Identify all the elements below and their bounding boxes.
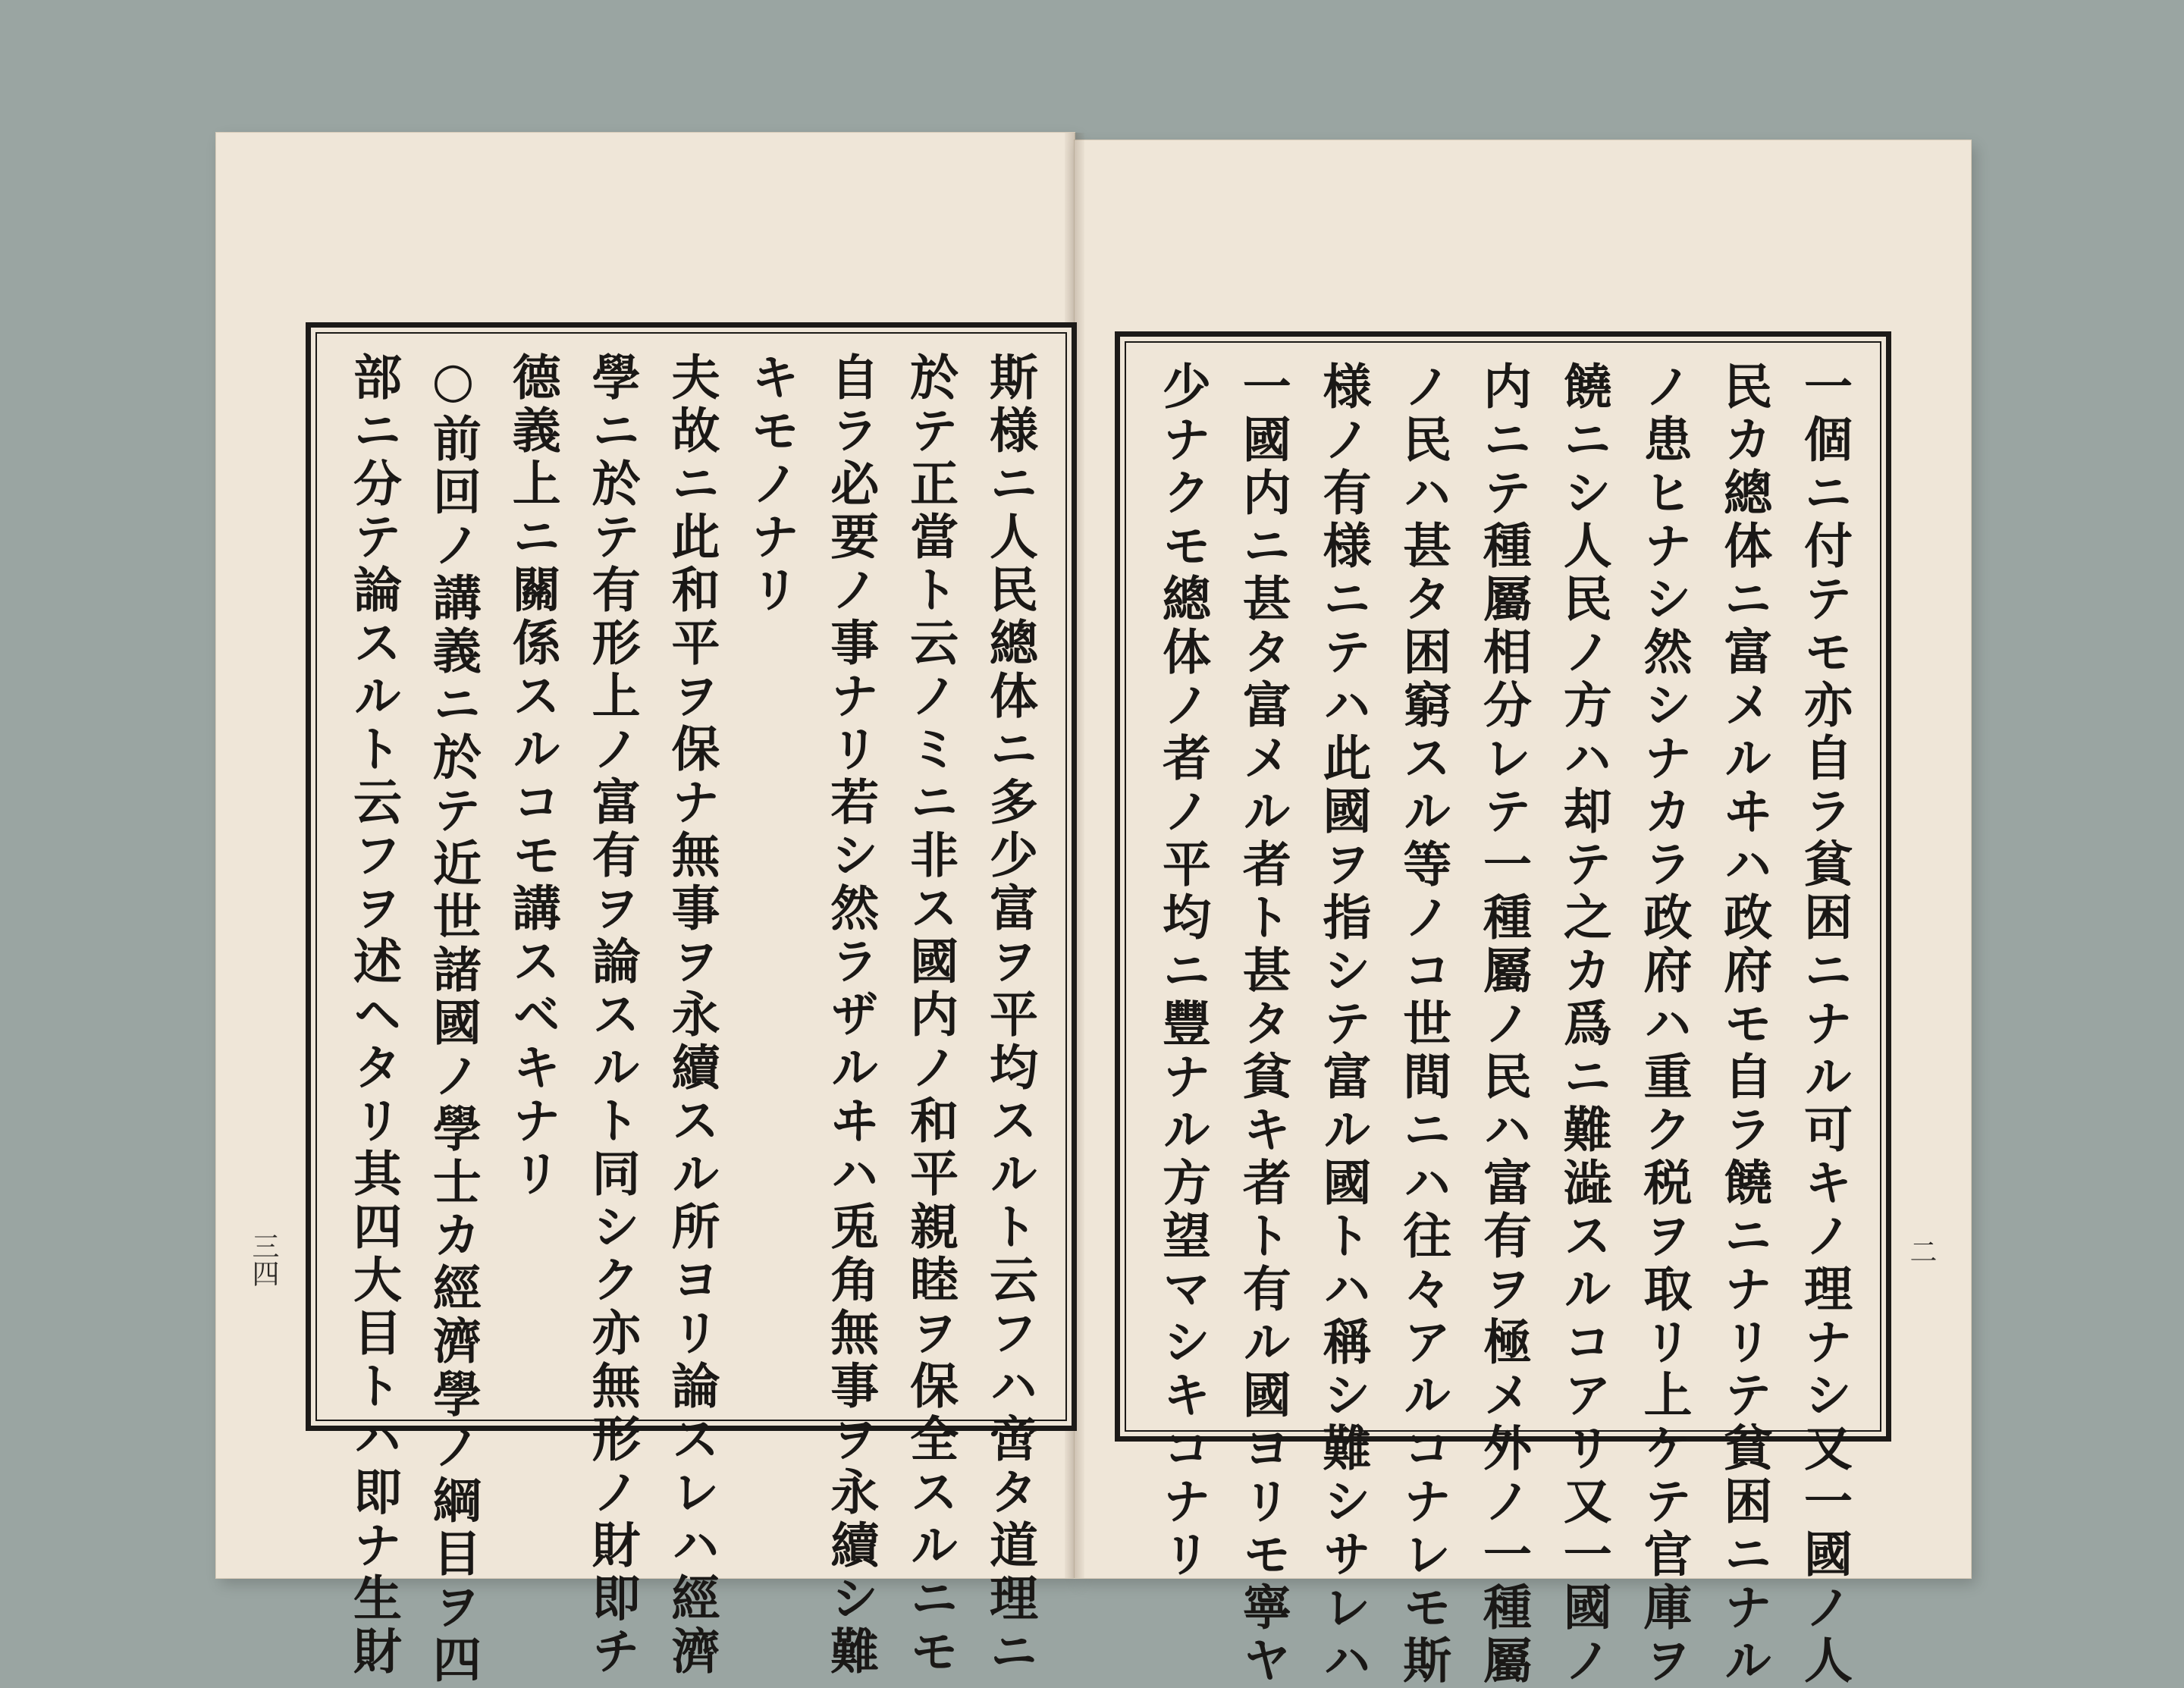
left-column-1: 斯様ニ人民總体ニ多少富ヲ平均スルト云フハ啻タ道理ニ	[981, 352, 1038, 1679]
right-column-6: ノ民ハ甚タ困窮スル等ノコ世間ニハ往々アルコナレモ斯	[1395, 361, 1452, 1688]
right-column-9: 少ナクモ總体ノ者ノ平均ニ豐ナル方望マシキコナリ	[1154, 361, 1211, 1582]
left-column-3: 自ラ必要ノ事ナリ若シ然ラザルヰハ兎角無事ヲ永續シ難	[822, 352, 880, 1679]
right-column-2: 民カ總体ニ富メルヰハ政府モ自ラ饒ニナリテ貧困ニナル	[1715, 361, 1773, 1688]
left-column-7: 德義上ニ關係スルコモ講スベキナリ	[504, 352, 561, 1201]
right-text-frame	[1115, 331, 1891, 1688]
right-column-8: 一國内ニ甚タ富メル者ト甚タ貧キ者ト有ル國ヨリモ寧ヤ	[1234, 361, 1291, 1688]
left-text-columns	[328, 344, 1055, 1687]
left-column-8: ○前回ノ講義ニ於テ近世諸國ノ學士カ經濟學ノ綱目ヲ四	[424, 352, 482, 1687]
left-column-4: キモノナリ	[742, 352, 800, 617]
right-column-5: 内ニテ種屬相分レテ一種屬ノ民ハ富有ヲ極メ外ノ一種屬	[1475, 361, 1532, 1688]
left-page-number: 三四	[248, 1232, 279, 1287]
right-text-columns	[1137, 353, 1869, 1688]
left-column-2: 於テ正當ト云ノミニ非ス國内ノ和平親睦ヲ保全スルニモ	[902, 352, 959, 1679]
left-column-5: 夫故ニ此和平ヲ保ナ無事ヲ永續スル所ヨリ論スレハ經濟	[663, 352, 720, 1679]
right-column-4: 饒ニシ人民ノ方ハ却テ之カ爲ニ難澁スルコアリ又一國ノ	[1555, 361, 1612, 1688]
left-column-6: 學ニ於テ有形上ノ富有ヲ論スルト同シク亦無形ノ財即チ	[583, 352, 641, 1679]
right-column-7: 様ノ有様ニテハ此國ヲ指シテ富ル國トハ稱シ難シサレハ	[1314, 361, 1372, 1688]
right-column-1: 一個ニ付テモ亦自ラ貧困ニナル可キノ理ナシ又一國ノ人	[1796, 361, 1853, 1688]
right-page-number: 二	[1906, 1238, 1937, 1265]
left-column-9: 部ニ分テ論スルト云フヲ述ヘタリ其四大目トハ即ナ生財	[345, 352, 402, 1679]
right-column-3: ノ患ヒナシ然シナカラ政府ハ重ク税ヲ取リ上ケテ官庫ヲ	[1635, 361, 1693, 1688]
left-text-frame	[306, 322, 1077, 1687]
